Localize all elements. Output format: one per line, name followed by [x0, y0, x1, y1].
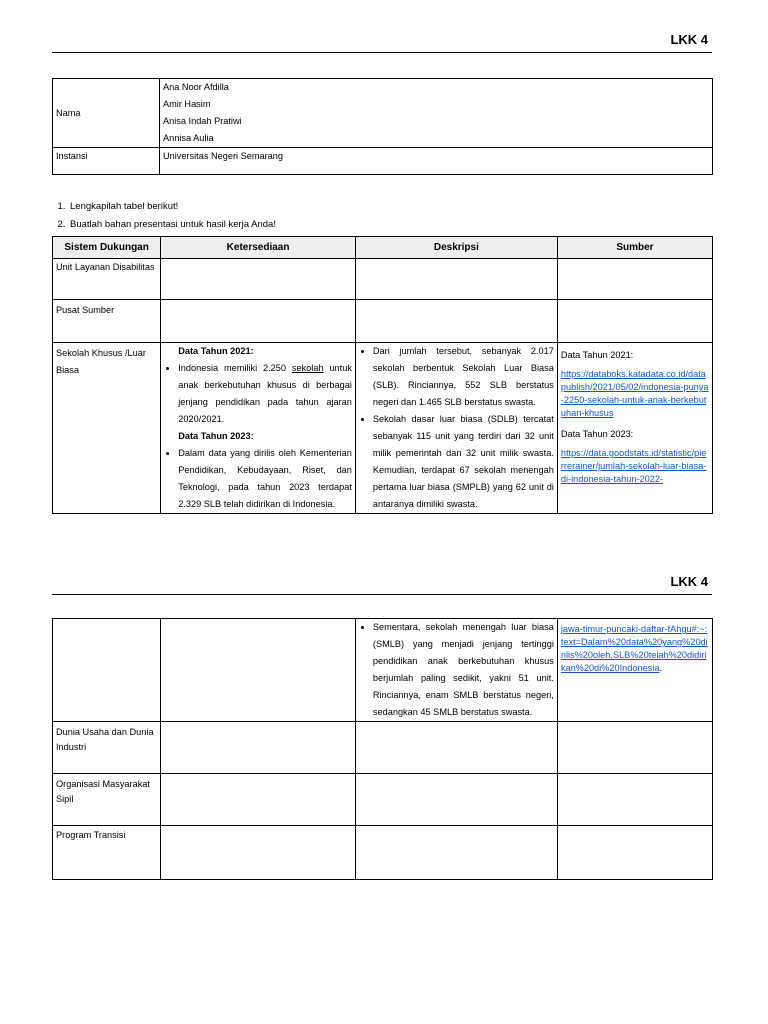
empty-cell [557, 300, 712, 343]
empty-cell [557, 774, 712, 826]
instruction-item: 1. Lengkapilah tabel berikut! [68, 198, 276, 216]
ketersediaan-cell [161, 343, 356, 514]
list-item: • Sementara, sekolah menengah luar biasa (SMLB) yang menjadi jenjang tertinggi pendidikan anak berkebutuhan khusus berjumlah paling sedikit, yakni 51 unit. Rinciannya, enam SMLB berstatus negeri, sedangkan 45 SMLB berstatus swasta. [373, 619, 554, 721]
year-2023-heading: Data Tahun 2023: [178, 431, 254, 441]
row-label-organisasi: Organisasi Masyarakat Sipil [53, 774, 161, 826]
institution-label: Instansi [53, 148, 160, 175]
institution-row [53, 148, 713, 175]
name-row [53, 79, 713, 148]
instruction-item: 2. Buatlah bahan presentasi untuk hasil kerja Anda! [68, 216, 276, 234]
table-row [53, 774, 713, 826]
row-label-sekolah-khusus: Sekolah Khusus /Luar Biasa [53, 343, 161, 514]
deskripsi-cont-list [359, 619, 554, 721]
year-2021-heading: Data Tahun 2021: [178, 346, 254, 356]
member-name: Amir Hasim [163, 99, 211, 109]
empty-cell [355, 259, 557, 300]
source-2023-label: Data Tahun 2023: [560, 429, 634, 439]
table-row [53, 826, 713, 880]
list-item: • Dari jumlah tersebut, sebanyak 2.017 sekolah berbentuk Sekolah Luar Biasa (SLB). Rinciannya, 552 SLB berstatus negeri dan 1.465 SLB berstatus swasta. [373, 343, 554, 411]
row-label-pusat-sumber: Pusat Sumber [53, 300, 161, 343]
deskripsi-list [359, 343, 554, 513]
member-name: Annisa Aulia [163, 133, 214, 143]
empty-cell [557, 259, 712, 300]
empty-cell [161, 300, 356, 343]
header-sumber: Sumber [557, 237, 712, 259]
deskripsi-cell [355, 343, 557, 514]
empty-cell [161, 722, 356, 774]
header-sistem-dukungan: Sistem Dukungan [53, 237, 161, 259]
empty-cell [53, 619, 161, 722]
institution-value: Universitas Negeri Semarang [160, 148, 713, 175]
sumber-cell [557, 343, 712, 514]
page-header-label: LKK 4 [670, 574, 708, 589]
name-values [160, 79, 713, 148]
source-2021-link[interactable]: https://databoks.katadata.co.id/datapublish/2021/05/02/indonesia-punya-2250-sekolah-untuk-anak-berkebutuhan-khusus [560, 369, 709, 418]
list-item: • Dalam data yang dirilis oleh Kementerian Pendidikan, Kebudayaan, Riset, dan Teknologi, pada tahun 2023 terdapat 2.329 SLB telah didirikan di Indonesia. [178, 445, 352, 513]
name-label: Nama [53, 79, 160, 148]
page-header [52, 30, 712, 53]
empty-cell [355, 826, 557, 880]
member-name: Ana Noor Afdilla [163, 82, 229, 92]
table-row [53, 259, 713, 300]
empty-cell [557, 826, 712, 880]
header-deskripsi: Deskripsi [355, 237, 557, 259]
member-name: Anisa Indah Pratiwi [163, 116, 242, 126]
page-header [52, 572, 712, 595]
header-ketersediaan: Ketersediaan [161, 237, 356, 259]
sumber-cont-cell [557, 619, 712, 722]
empty-cell [355, 774, 557, 826]
deskripsi-cont-cell [355, 619, 557, 722]
support-system-table [52, 236, 713, 514]
empty-cell [355, 722, 557, 774]
instructions-list [52, 198, 276, 234]
table-row [53, 619, 713, 722]
source-2021-label: Data Tahun 2021: [560, 350, 634, 360]
list-item [178, 360, 352, 428]
ketersediaan-2023-list [164, 445, 352, 513]
text-fragment: Indonesia memiliki 2.250 [178, 363, 292, 373]
source-2023-link-cont[interactable]: jawa-timur-puncaki-daftar-fAhgu#:~:text=Dalam%20data%20yang%20dirilis%20oleh,SLB%20telah%20didirikan%20di%20Indonesia [560, 624, 708, 673]
empty-cell [161, 774, 356, 826]
table-header-row [53, 237, 713, 259]
table-row [53, 343, 713, 514]
list-item: • Sekolah dasar luar biasa (SDLB) tercatat sebanyak 115 unit yang terdiri dari 32 unit milik pemerintah dan 32 unit milik swasta. Kemudian, terdapat 67 sekolah menengah pertama luar biasa (SMPLB) yang 62 unit di antaranya dimiliki swasta. [373, 411, 554, 513]
empty-cell [355, 300, 557, 343]
trailing-period: . [659, 663, 663, 673]
identity-table [52, 78, 713, 175]
row-label-program-transisi: Program Transisi [53, 826, 161, 880]
table-row [53, 300, 713, 343]
sekolah-link-text: sekolah [291, 363, 324, 373]
page-header-label: LKK 4 [670, 32, 708, 47]
text-fragment: untuk anak berkebutuhan khusus di berbagai jenjang pendidikan pada tahun ajaran 2020/2021. [178, 363, 352, 424]
empty-cell [161, 259, 356, 300]
row-label-dunia-usaha: Dunia Usaha dan Dunia Industri [53, 722, 161, 774]
source-2023-link[interactable]: https://data.goodstats.id/statistic/pierrerainer/jumlah-sekolah-luar-biasa-di-indonesia-tahun-2022- [560, 448, 707, 484]
empty-cell [161, 619, 356, 722]
empty-cell [161, 826, 356, 880]
empty-cell [557, 722, 712, 774]
support-system-table-continued [52, 618, 713, 880]
table-row [53, 722, 713, 774]
ketersediaan-2021-list [164, 360, 352, 428]
row-label-unit-layanan: Unit Layanan Disabilitas [53, 259, 161, 300]
